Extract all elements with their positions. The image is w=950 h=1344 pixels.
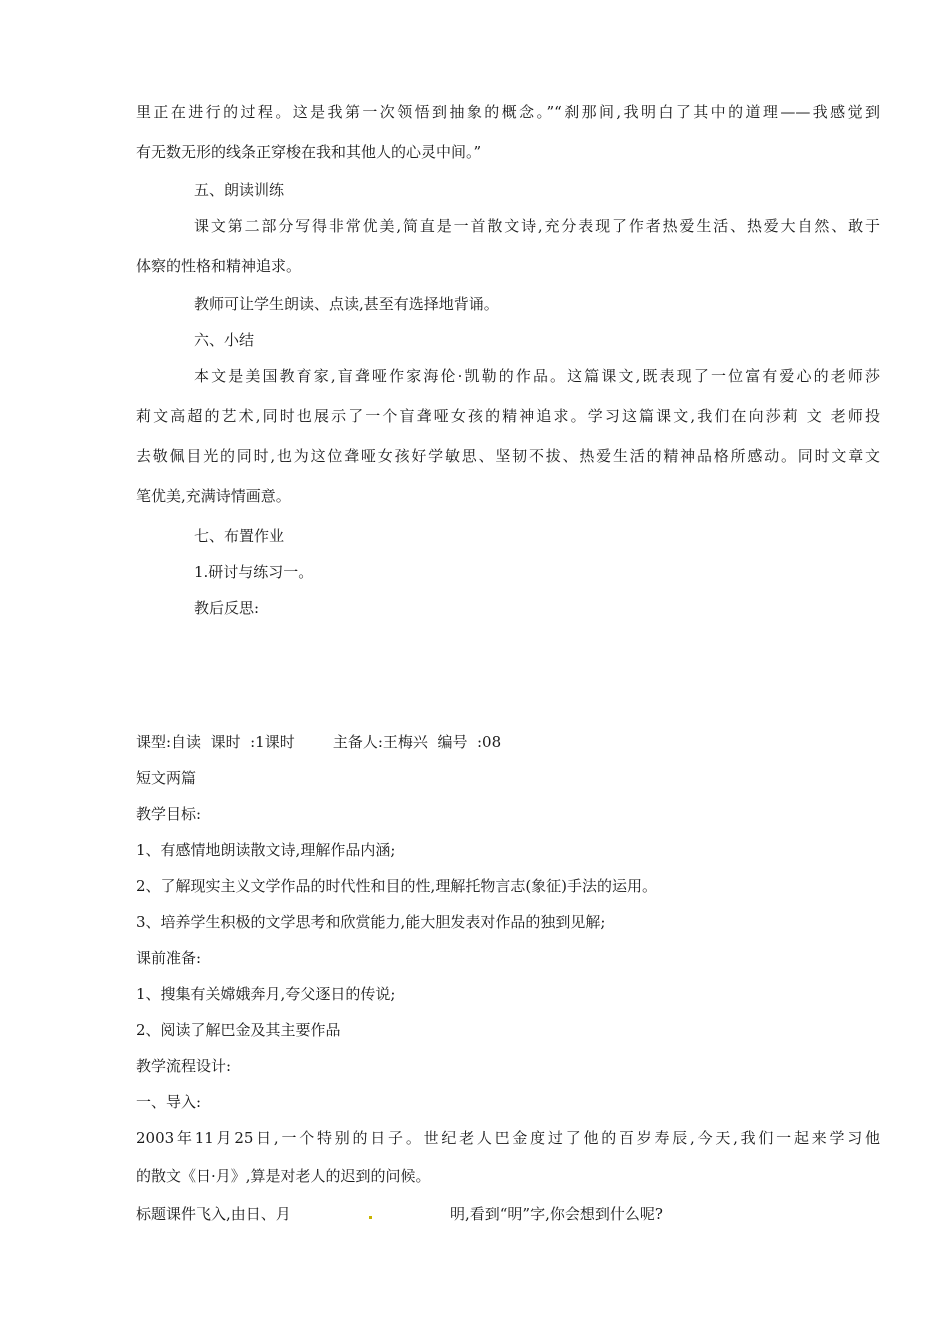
paragraph-line: 的散文《日·月》,算是对老人的迟到的问候。 [136,1167,431,1185]
intro-label: 一、导入: [136,1093,202,1111]
paragraph-line: 本文是美国教育家,盲聋哑作家海伦·凯勒的作品。这篇课文,既表现了一位富有爱心的老师莎 [194,367,880,385]
section-heading-7: 七、布置作业 [194,527,285,545]
reflection-label: 教后反思: [194,599,260,617]
section-heading-6: 六、小结 [194,331,255,349]
prep-item: 2、阅读了解巴金及其主要作品 [136,1021,341,1039]
paragraph-line: 课文第二部分写得非常优美,简直是一首散文诗,充分表现了作者热爱生活、热爱大自然、敢于 [194,217,880,235]
paragraph-line: 去敬佩目光的同时,也为这位聋哑女孩好学敏思、坚韧不拔、热爱生活的精神品格所感动。同时文章文 [136,447,880,465]
goals-label: 教学目标: [136,805,202,823]
paragraph-line: 教师可让学生朗读、点读,甚至有选择地背诵。 [194,295,499,313]
paragraph-line: 里正在进行的过程。这是我第一次领悟到抽象的概念。”“刹那间,我明白了其中的道理——我感觉到 [136,103,880,121]
paragraph-line: 有无数无形的线条正穿梭在我和其他人的心灵中间。” [136,143,482,161]
paragraph-line: 笔优美,充满诗情画意。 [136,487,291,505]
paragraph-line: 体察的性格和精神追求。 [136,257,302,275]
highlight-mark [369,1216,372,1219]
lesson-header: 课型:自读 课时 :1课时 主备人:王梅兴 编号 :08 [136,733,502,751]
section-heading-5: 五、朗读训练 [194,181,285,199]
paragraph-line: 明,看到“明”字,你会想到什么呢? [450,1205,663,1223]
prep-label: 课前准备: [136,949,202,967]
goal-item: 3、培养学生积极的文学思考和欣赏能力,能大胆发表对作品的独到见解; [136,913,606,931]
paragraph-line: 标题课件飞入,由日、月 [136,1205,291,1223]
goal-item: 1、有感情地朗读散文诗,理解作品内涵; [136,841,396,859]
paragraph-line: 2003年11月25日,一个特别的日子。世纪老人巴金度过了他的百岁寿辰,今天,我们一起来学习他 [136,1129,880,1147]
paragraph-line: 莉文高超的艺术,同时也展示了一个盲聋哑女孩的精神追求。学习这篇课文,我们在向莎莉 文 老师投 [136,407,880,425]
flow-label: 教学流程设计: [136,1057,232,1075]
homework-item: 1.研讨与练习一。 [194,563,314,581]
prep-item: 1、搜集有关嫦娥奔月,夸父逐日的传说; [136,985,396,1003]
lesson-title: 短文两篇 [136,769,197,787]
goal-item: 2、了解现实主义文学作品的时代性和目的性,理解托物言志(象征)手法的运用。 [136,877,658,895]
